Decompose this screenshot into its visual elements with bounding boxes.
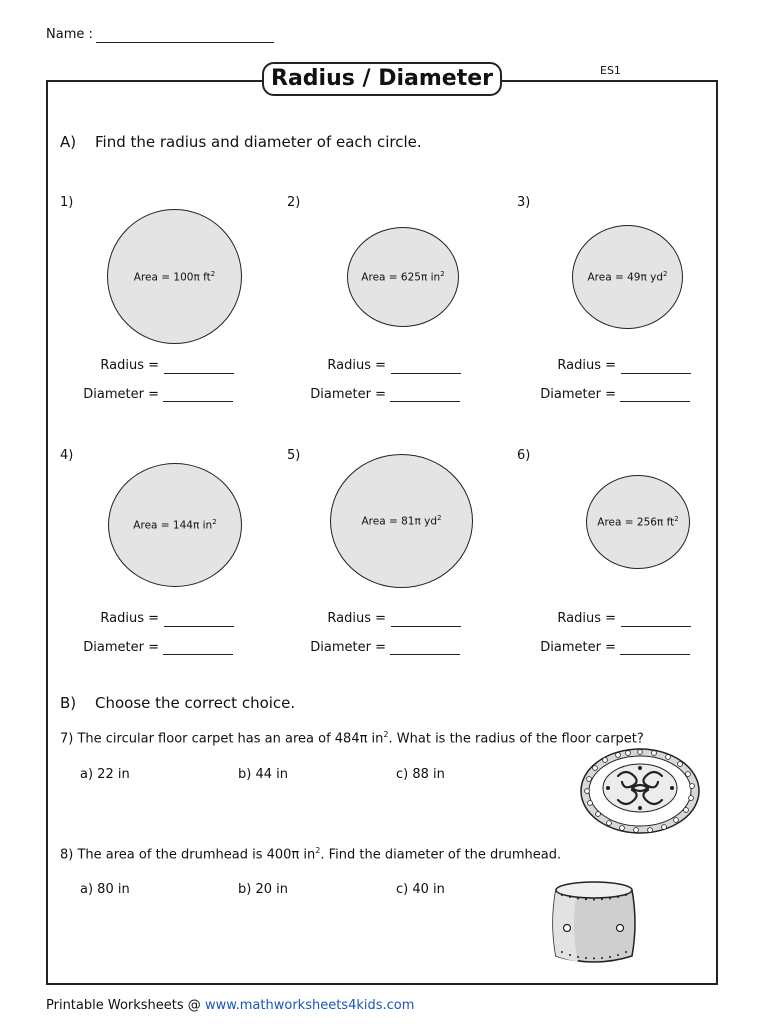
- drum-illustration: [548, 878, 640, 968]
- question-7: 7) The circular floor carpet has an area of 484π $in^2$. What is the radius of the floor carpet?: [60, 730, 644, 747]
- problem-number: 2): [287, 195, 301, 210]
- radius-label: Radius =: [557, 611, 616, 626]
- diameter-answer-blank[interactable]: [390, 401, 460, 402]
- footer-link[interactable]: www.mathworksheets4kids.com: [204, 998, 415, 1013]
- diameter-label: Diameter =: [310, 387, 386, 402]
- section-b-letter: B): [60, 694, 77, 712]
- section-a-instruction: Find the radius and diameter of each circle.: [95, 133, 422, 151]
- option-b[interactable]: b) 44 in: [238, 767, 288, 782]
- footer-prefix: Printable Worksheets @: [46, 998, 205, 1013]
- problem-number: 6): [517, 448, 531, 463]
- section-b-instruction: Choose the correct choice.: [95, 694, 296, 712]
- circle-6: [586, 475, 690, 569]
- radius-answer-blank[interactable]: [164, 373, 234, 374]
- diameter-answer-blank[interactable]: [390, 654, 460, 655]
- name-label: Name :: [46, 27, 93, 42]
- circle-4: [108, 463, 242, 587]
- diameter-answer-blank[interactable]: [620, 654, 690, 655]
- circle-area-label: Area = 49π $yd^2$: [587, 270, 668, 284]
- diameter-label: Diameter =: [540, 640, 616, 655]
- radius-answer-blank[interactable]: [164, 626, 234, 627]
- radius-label: Radius =: [327, 611, 386, 626]
- footer: [46, 998, 414, 1013]
- option-a[interactable]: a) 80 in: [80, 882, 130, 897]
- problem-number: 4): [60, 448, 74, 463]
- circle-area-label: Area = 144π $in^2$: [133, 518, 217, 532]
- diameter-label: Diameter =: [83, 387, 159, 402]
- radius-answer-blank[interactable]: [391, 373, 461, 374]
- name-blank[interactable]: [96, 42, 274, 43]
- circle-1: [107, 209, 242, 344]
- radius-answer-blank[interactable]: [391, 626, 461, 627]
- option-c[interactable]: c) 88 in: [396, 767, 445, 782]
- problem-number: 5): [287, 448, 301, 463]
- diameter-answer-blank[interactable]: [163, 401, 233, 402]
- circle-area-label: Area = 625π $in^2$: [361, 270, 445, 284]
- diameter-label: Diameter =: [83, 640, 159, 655]
- circle-area-label: Area = 100π $ft^2$: [133, 269, 216, 284]
- circle-5: [330, 454, 473, 588]
- radius-answer-blank[interactable]: [621, 373, 691, 374]
- diameter-label: Diameter =: [310, 640, 386, 655]
- radius-label: Radius =: [100, 358, 159, 373]
- circle-2: [347, 227, 459, 327]
- problem-number: 3): [517, 195, 531, 210]
- radius-label: Radius =: [100, 611, 159, 626]
- section-a-letter: A): [60, 133, 77, 151]
- circle-area-label: Area = 256π $ft^2$: [597, 515, 679, 529]
- floor-carpet-illustration: [578, 746, 702, 836]
- option-a[interactable]: a) 22 in: [80, 767, 130, 782]
- radius-answer-blank[interactable]: [621, 626, 691, 627]
- worksheet-title: Radius / Diameter: [262, 62, 502, 96]
- diameter-answer-blank[interactable]: [620, 401, 690, 402]
- problem-number: 1): [60, 195, 74, 210]
- circle-area-label: Area = 81π $yd^2$: [361, 514, 442, 528]
- diameter-label: Diameter =: [540, 387, 616, 402]
- circle-3: [572, 225, 683, 329]
- question-8: 8) The area of the drumhead is 400π $in^2$. Find the diameter of the drumhead.: [60, 846, 562, 863]
- worksheet-code: ES1: [600, 64, 621, 77]
- option-c[interactable]: c) 40 in: [396, 882, 445, 897]
- radius-label: Radius =: [557, 358, 616, 373]
- radius-label: Radius =: [327, 358, 386, 373]
- option-b[interactable]: b) 20 in: [238, 882, 288, 897]
- diameter-answer-blank[interactable]: [163, 654, 233, 655]
